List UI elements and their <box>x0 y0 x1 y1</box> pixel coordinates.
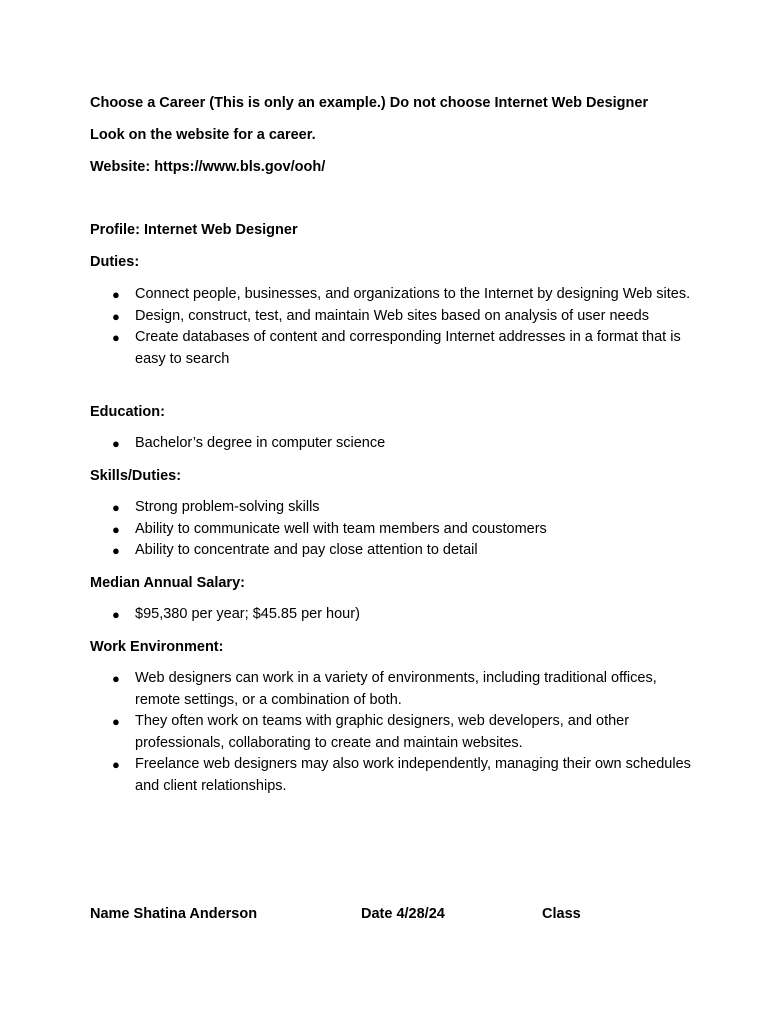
duties-list <box>0 284 695 370</box>
skills-list <box>0 497 695 562</box>
salary-list <box>0 604 695 626</box>
bullet-icon: ● <box>112 607 120 622</box>
skills-heading: Skills/Duties: <box>90 468 182 484</box>
list-item <box>0 433 695 455</box>
instruction-line: Look on the website for a career. <box>90 127 316 143</box>
list-item <box>0 284 695 306</box>
bullet-icon: ● <box>112 436 120 451</box>
student-name: Name Shatina Anderson <box>90 906 258 922</box>
bullet-icon: ● <box>112 287 120 302</box>
environment-list <box>0 668 695 797</box>
list-item <box>0 540 695 562</box>
list-item-text: Strong problem-solving skills <box>135 499 320 515</box>
list-item <box>0 497 695 519</box>
bullet-icon: ● <box>112 671 120 686</box>
list-item-text: Ability to communicate well with team members and coustomers <box>135 520 547 537</box>
bullet-icon: ● <box>112 714 120 729</box>
bullet-icon: ● <box>112 521 120 537</box>
bullet-icon: ● <box>112 330 120 345</box>
list-item-text: Freelance web designers may also work independently, managing their own schedules and client relationships. <box>135 756 691 794</box>
list-item <box>0 754 695 797</box>
website-line: Website: https://www.bls.gov/ooh/ <box>90 159 326 175</box>
list-item-text: Bachelor’s degree in computer science <box>135 435 386 451</box>
bullet-icon: ● <box>112 500 120 515</box>
list-item-text: $95,380 per year; $45.85 per hour) <box>135 606 360 622</box>
date-field: Date 4/28/24 <box>361 906 445 922</box>
list-item-text: Ability to concentrate and pay close attention to detail <box>135 542 478 558</box>
duties-heading: Duties: <box>90 254 140 270</box>
class-field: Class <box>542 906 581 922</box>
environment-heading: Work Environment: <box>90 639 224 655</box>
list-item <box>0 711 695 754</box>
bullet-icon: ● <box>112 308 120 324</box>
list-item-text: Web designers can work in a variety of environments, including traditional offices, remote settings, or a combination of both. <box>135 670 657 708</box>
list-item <box>0 519 695 541</box>
salary-heading: Median Annual Salary: <box>90 575 245 591</box>
list-item-text: Connect people, businesses, and organizations to the Internet by designing Web sites. <box>135 286 691 302</box>
list-item <box>0 306 695 328</box>
bullet-icon: ● <box>112 757 120 772</box>
education-list <box>0 433 695 455</box>
list-item <box>0 604 695 626</box>
list-item-text: Design, construct, test, and maintain Web sites based on analysis of user needs <box>135 307 649 324</box>
list-item-text: Create databases of content and corresponding Internet addresses in a format that is easy to search <box>135 329 681 367</box>
profile-title: Profile: Internet Web Designer <box>90 222 298 238</box>
list-item <box>0 668 695 711</box>
instruction-line: Choose a Career (This is only an example.) Do not choose Internet Web Designer <box>90 95 649 111</box>
education-heading: Education: <box>90 404 165 420</box>
bullet-icon: ● <box>112 543 120 558</box>
list-item-text: They often work on teams with graphic designers, web developers, and other professionals, collaborating to create and maintain websites. <box>135 713 630 751</box>
list-item <box>0 327 695 370</box>
